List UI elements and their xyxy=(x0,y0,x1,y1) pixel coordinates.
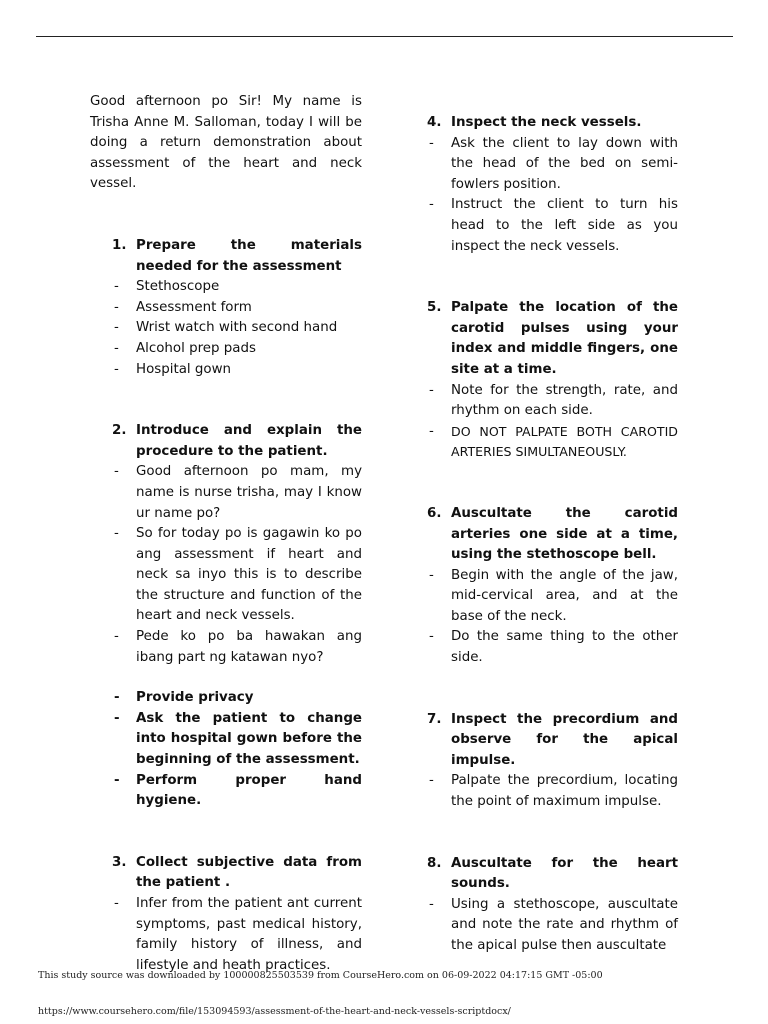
step-title: Palpate the location of the carotid pulses using your index and middle fingers, one site at a time. xyxy=(451,300,678,377)
step-number: 5. xyxy=(427,300,442,316)
step-title: Prepare the materials needed for the assessment xyxy=(136,237,362,274)
precordium-list xyxy=(427,771,678,812)
step-number: 3. xyxy=(112,854,127,870)
right-column xyxy=(427,113,678,957)
step-title: Collect subjective data from the patient . xyxy=(136,854,362,891)
list-item: - Ask the patient to change into hospital gown before the beginning of the assessment. xyxy=(114,710,362,768)
step-4 xyxy=(427,113,678,257)
left-column xyxy=(90,92,362,976)
step-heading xyxy=(427,504,678,566)
list-item: - Begin with the angle of the jaw, mid-cervical area, and at the base of the neck. xyxy=(429,567,678,624)
top-rule xyxy=(36,36,733,37)
step-number: 8. xyxy=(427,855,442,871)
intro-paragraph: Good afternoon po Sir! My name is Trisha Anne M. Salloman, today I will be doing a return demonstration about assessment of the heart and neck vessel. xyxy=(90,94,362,192)
step-5 xyxy=(427,298,678,463)
carotid-palpation-list xyxy=(427,381,678,463)
list-item: - Note for the strength, rate, and rhythm on each side. xyxy=(429,382,678,419)
step-title: Auscultate the carotid arteries one side at a time, using the stethoscope bell. xyxy=(451,505,678,563)
bold-steps-list xyxy=(112,688,362,812)
step-number: 7. xyxy=(427,711,442,727)
step-2 xyxy=(112,421,362,812)
step-heading xyxy=(427,113,678,134)
list-item: - Wrist watch with second hand xyxy=(114,320,338,336)
list-item: - Do the same thing to the other side. xyxy=(429,629,678,666)
heart-sounds-list xyxy=(427,895,678,957)
list-item: - Hospital gown xyxy=(114,361,232,377)
list-item: - Stethoscope xyxy=(114,279,220,295)
materials-list xyxy=(112,277,362,380)
list-item: - Instruct the client to turn his head to the left side as you inspect the neck vessels. xyxy=(429,197,678,254)
carotid-auscultation-list xyxy=(427,566,678,669)
step-title: Inspect the precordium and observe for the apical impulse. xyxy=(451,711,678,768)
list-item: - Alcohol prep pads xyxy=(114,340,256,356)
explain-list xyxy=(112,462,362,668)
source-url[interactable]: https://www.coursehero.com/file/153094593/assessment-of-the-heart-and-neck-vessels-scriptdocx/ xyxy=(38,1006,511,1017)
step-heading xyxy=(112,236,362,277)
step-3 xyxy=(112,853,362,977)
step-heading xyxy=(112,853,362,894)
step-heading xyxy=(112,421,362,462)
step-number: 4. xyxy=(427,115,442,130)
list-item: - Good afternoon po mam, my name is nurse trisha, may I know ur name po? xyxy=(114,464,362,521)
list-item: - Perform proper hand hygiene. xyxy=(114,772,362,809)
step-title: Introduce and explain the procedure to the patient. xyxy=(136,423,362,459)
download-notice: This study source was downloaded by 100000825503539 from CourseHero.com on 06-09-2022 04:17:15 GMT -05:00 xyxy=(38,970,603,981)
neck-vessels-list xyxy=(427,134,678,258)
list-item: - So for today po is gagawin ko po ang assessment if heart and neck sa inyo this is to describe the structure and function of the heart and neck vessels. xyxy=(114,526,362,624)
list-item: - Using a stethoscope, auscultate and note the rate and rhythm of the apical pulse then auscultate xyxy=(429,896,678,953)
list-item: - Provide privacy xyxy=(114,690,254,706)
step-8 xyxy=(427,854,678,957)
subjective-list xyxy=(112,894,362,976)
step-6 xyxy=(427,504,678,669)
step-number: 1. xyxy=(112,237,127,253)
list-item: - Infer from the patient ant current symptoms, past medical history, family history of illness, and lifestyle and heath practices. xyxy=(114,896,362,973)
list-item: - Assessment form xyxy=(114,299,252,315)
step-heading xyxy=(427,298,678,380)
step-title: Auscultate for the heart sounds. xyxy=(451,855,678,892)
step-number: 6. xyxy=(427,505,442,521)
step-title: Inspect the neck vessels. xyxy=(451,115,642,130)
list-item: - Pede ko po ba hawakan ang ibang part ng katawan nyo? xyxy=(114,629,362,665)
step-7 xyxy=(427,710,678,813)
list-item: - Ask the client to lay down with the head of the bed on semi-fowlers position. xyxy=(429,135,678,192)
list-item: - Palpate the precordium, locating the point of maximum impulse. xyxy=(429,773,678,810)
step-number: 2. xyxy=(112,423,127,439)
list-item: - DO NOT PALPATE BOTH CAROTID ARTERIES SIMULTANEOUSLY. xyxy=(429,423,678,460)
step-heading xyxy=(427,854,678,895)
step-heading xyxy=(427,710,678,772)
step-1 xyxy=(112,236,362,380)
